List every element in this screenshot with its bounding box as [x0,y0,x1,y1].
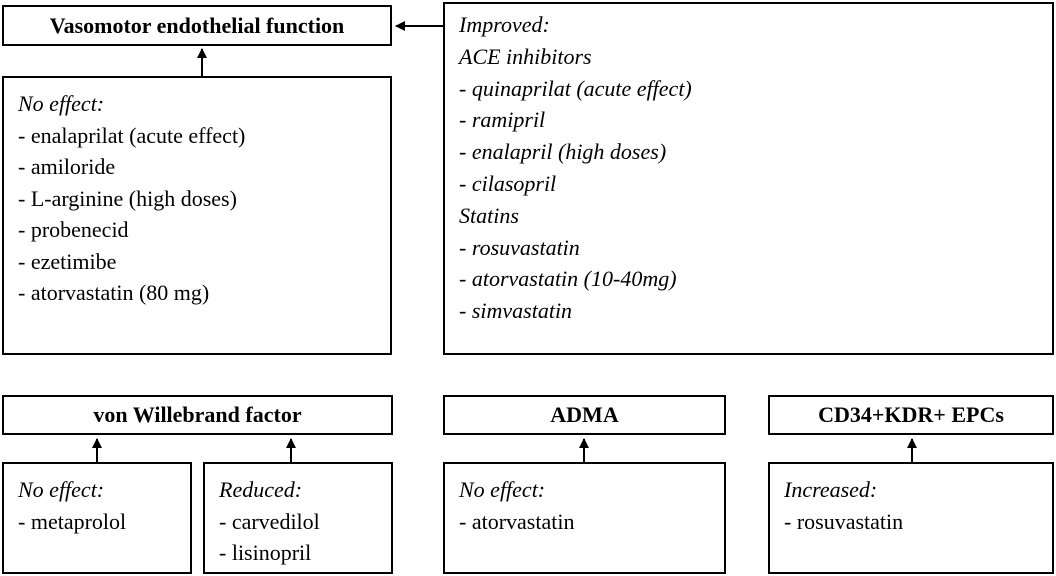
adma-title-box [443,395,726,435]
list-item: - rosuvastatin [784,508,904,534]
list-item: - simvastatin [459,298,573,324]
list-item: - cilasopril [459,170,557,196]
list-item: - amiloride [18,154,116,179]
list-item: - quinaprilat (acute effect) [459,75,692,101]
vasomotor-no-effect-box [2,76,392,355]
vasomotor-title-box [2,5,392,46]
epcs-title-box [768,395,1054,435]
increased-heading: Increased: [784,477,878,502]
adma-no-effect-box [443,462,726,574]
epcs-title: CD34+KDR+ EPCs [818,402,1004,427]
list-item: - atorvastatin (80 mg) [18,280,210,305]
list-item: - rosuvastatin [459,234,580,260]
list-item: - probenecid [18,217,129,242]
no-effect-heading: No effect: [459,477,546,502]
no-effect-heading: No effect: [18,91,105,116]
epcs-increased-box [768,462,1054,574]
list-item: - atorvastatin [459,508,575,534]
list-item: - ramipril [459,107,546,133]
vasomotor-improved-box [443,2,1054,355]
list-item: - enalapril (high doses) [459,139,667,165]
list-item: - atorvastatin (10-40mg) [459,266,677,292]
improved-heading: Improved: [459,12,550,37]
list-item: - metaprolol [18,508,127,534]
ace-inhibitors-heading: ACE inhibitors [459,43,592,69]
vasomotor-title: Vasomotor endothelial function [49,12,345,38]
vwf-title-box [2,395,393,435]
vwf-no-effect-box [2,462,192,574]
reduced-heading: Reduced: [219,477,303,502]
list-item: - carvedilol [219,508,320,534]
adma-title: ADMA [550,402,619,427]
statins-heading: Statins [459,202,519,228]
list-item: - lisinopril [219,540,312,565]
no-effect-heading: No effect: [18,477,105,502]
list-item: - ezetimibe [18,248,117,274]
vwf-reduced-box [203,462,393,574]
list-item: - enalaprilat (acute effect) [18,122,246,148]
vwf-title: von Willebrand factor [93,402,302,427]
list-item: - L-arginine (high doses) [18,185,237,211]
